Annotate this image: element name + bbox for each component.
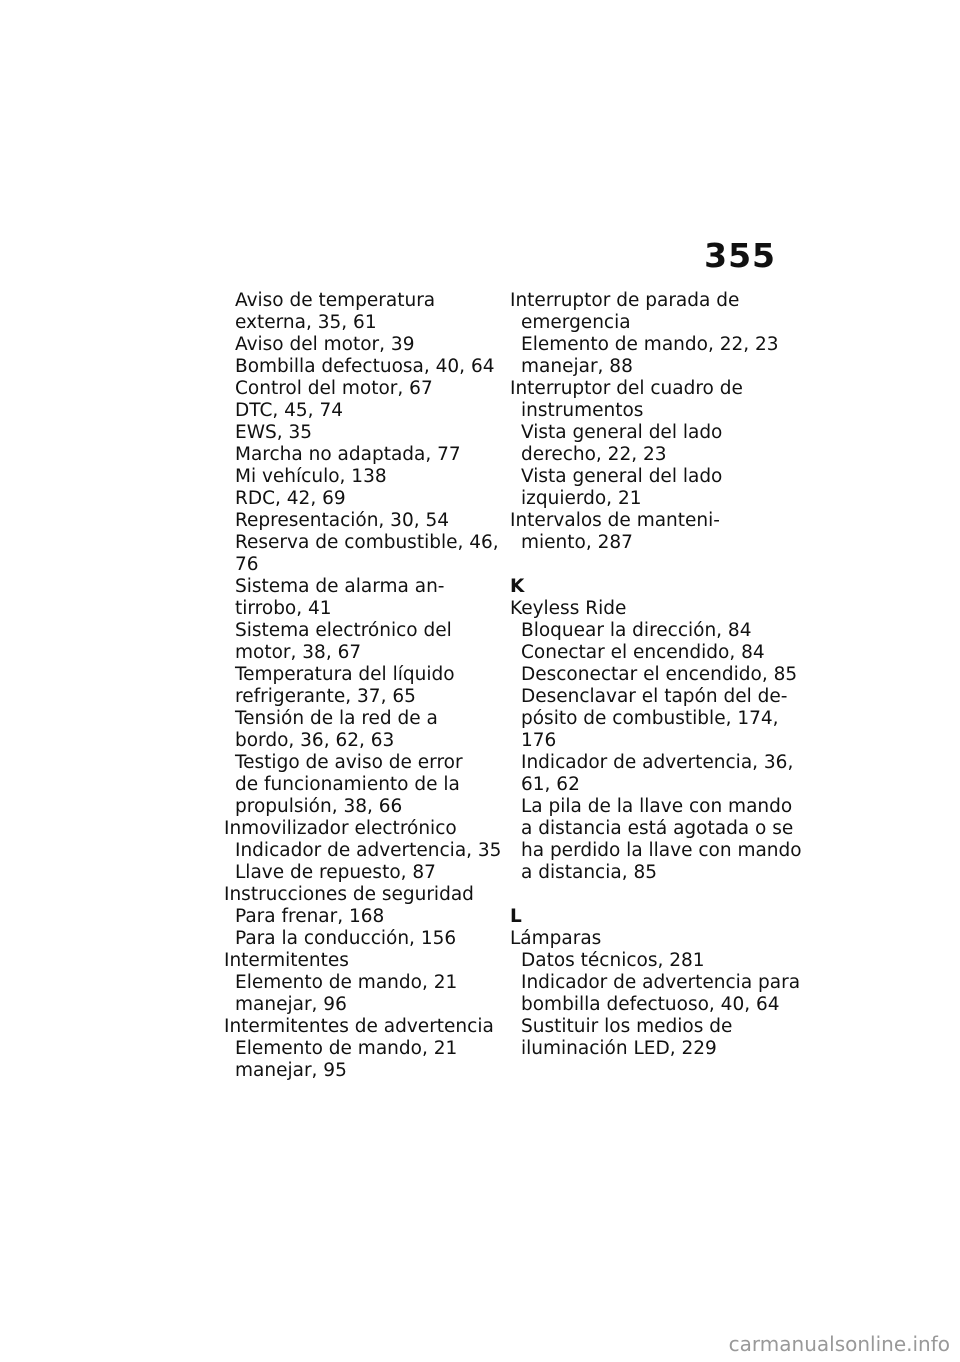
index-subentry: Conectar el encendido, 84 [521, 642, 765, 663]
index-subentry: iluminación LED, 229 [521, 1038, 717, 1059]
index-subentry: derecho, 22, 23 [521, 444, 667, 465]
index-entry: Intervalos de manteni- [510, 510, 720, 531]
watermark: carmanualsonline.info [728, 1332, 950, 1356]
index-entry: Lámparas [510, 928, 602, 949]
index-subentry: de funcionamiento de la [235, 774, 460, 795]
index-subentry: La pila de la llave con mando [521, 796, 793, 817]
index-subentry: Representación, 30, 54 [235, 510, 450, 531]
index-entry: Intermitentes [224, 950, 349, 971]
index-column-right [510, 290, 802, 1060]
index-subentry: Elemento de mando, 21 [235, 1038, 458, 1059]
index-subentry: Testigo de aviso de error [235, 752, 463, 773]
index-subentry: Tensión de la red de a [235, 708, 438, 729]
index-subentry: Vista general del lado [521, 466, 723, 487]
index-subentry: Elemento de mando, 21 [235, 972, 458, 993]
index-entry: Intermitentes de advertencia [224, 1016, 494, 1037]
index-section-letter: L [510, 906, 522, 927]
index-subentry: 176 [521, 730, 557, 751]
index-subentry: Desconectar el encendido, 85 [521, 664, 798, 685]
index-entry: Keyless Ride [510, 598, 627, 619]
index-subentry: a distancia está agotada o se [521, 818, 794, 839]
index-subentry: RDC, 42, 69 [235, 488, 346, 509]
index-subentry: Sustituir los medios de [521, 1016, 733, 1037]
index-subentry: a distancia, 85 [521, 862, 658, 883]
index-subentry: manejar, 96 [235, 994, 347, 1015]
index-subentry: Bloquear la dirección, 84 [521, 620, 752, 641]
index-subentry: propulsión, 38, 66 [235, 796, 403, 817]
index-subentry: miento, 287 [521, 532, 633, 553]
index-subentry: Para la conducción, 156 [235, 928, 457, 949]
index-subentry: Mi vehículo, 138 [235, 466, 387, 487]
index-subentry: motor, 38, 67 [235, 642, 362, 663]
index-subentry: Control del motor, 67 [235, 378, 433, 399]
index-subentry: izquierdo, 21 [521, 488, 642, 509]
index-subentry: Reserva de combustible, 46, [235, 532, 499, 553]
index-subentry: 61, 62 [521, 774, 580, 795]
index-subentry: Indicador de advertencia, 36, [521, 752, 794, 773]
index-entry: Instrucciones de seguridad [224, 884, 474, 905]
index-subentry: Desenclavar el tapón del de- [521, 686, 788, 707]
index-subentry: Aviso de temperatura [235, 290, 436, 311]
index-subentry: Sistema de alarma an- [235, 576, 445, 597]
index-subentry: pósito de combustible, 174, [521, 708, 779, 729]
index-subentry: externa, 35, 61 [235, 312, 377, 333]
index-subentry: 76 [235, 554, 259, 575]
index-subentry: Bombilla defectuosa, 40, 64 [235, 356, 495, 377]
index-subentry: bombilla defectuoso, 40, 64 [521, 994, 780, 1015]
index-subentry: Vista general del lado [521, 422, 723, 443]
index-entry: Inmovilizador electrónico [224, 818, 457, 839]
index-spacer [510, 884, 785, 906]
index-subentry: emergencia [521, 312, 631, 333]
index-subentry: Aviso del motor, 39 [235, 334, 415, 355]
index-subentry: instrumentos [521, 400, 644, 421]
index-subentry: Indicador de advertencia, 35 [235, 840, 502, 861]
index-column-left [224, 290, 502, 1082]
index-entry: Interruptor del cuadro de [510, 378, 743, 399]
index-subentry: refrigerante, 37, 65 [235, 686, 416, 707]
index-subentry: Elemento de mando, 22, 23 [521, 334, 779, 355]
index-spacer [510, 554, 785, 576]
index-subentry: tirrobo, 41 [235, 598, 332, 619]
index-subentry: Datos técnicos, 281 [521, 950, 705, 971]
index-entry: Interruptor de parada de [510, 290, 740, 311]
index-subentry: Llave de repuesto, 87 [235, 862, 436, 883]
index-subentry: manejar, 95 [235, 1060, 347, 1081]
index-section-letter: K [510, 576, 525, 597]
index-subentry: Temperatura del líquido [235, 664, 455, 685]
index-subentry: DTC, 45, 74 [235, 400, 343, 421]
index-subentry: Para frenar, 168 [235, 906, 385, 927]
index-subentry: Marcha no adaptada, 77 [235, 444, 461, 465]
index-subentry: Sistema electrónico del [235, 620, 452, 641]
page-number: 355 [704, 236, 776, 275]
index-subentry: manejar, 88 [521, 356, 633, 377]
index-subentry: bordo, 36, 62, 63 [235, 730, 395, 751]
index-subentry: Indicador de advertencia para [521, 972, 801, 993]
index-subentry: ha perdido la llave con mando [521, 840, 802, 861]
index-subentry: EWS, 35 [235, 422, 313, 443]
